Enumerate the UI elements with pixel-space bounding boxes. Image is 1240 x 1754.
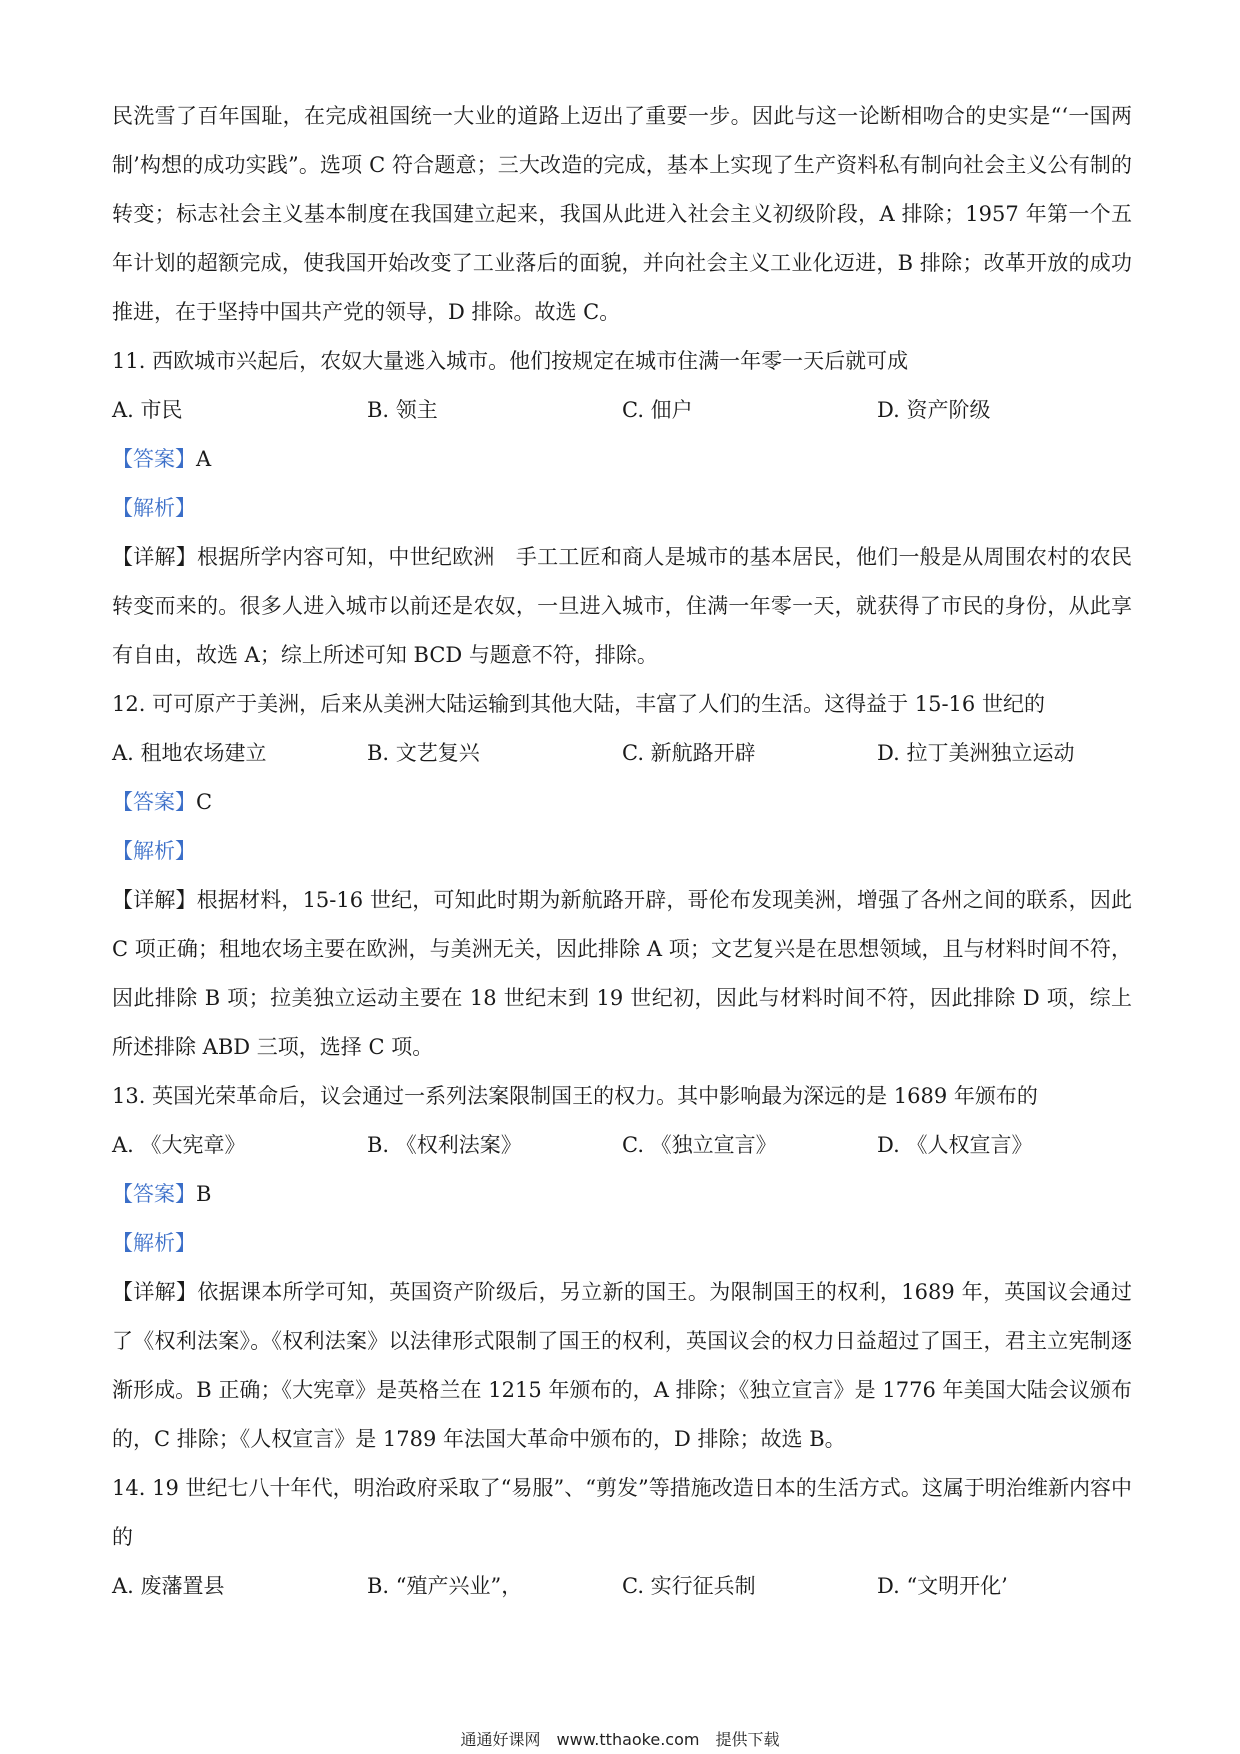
- q11-option-b: B. 领主: [367, 398, 438, 422]
- question-12-options: [112, 729, 1132, 778]
- q11-detail: [112, 533, 1132, 680]
- question-12-stem: 12. 可可原产于美洲，后来从美洲大陆运输到其他大陆，丰富了人们的生活。这得益于 15-16 世纪的: [112, 692, 1045, 716]
- q12-option-b: B. 文艺复兴: [367, 741, 480, 765]
- q11-option-c: C. 佃户: [622, 398, 693, 422]
- answer-value: B: [196, 1182, 212, 1206]
- analysis-tag: 【解析】: [112, 839, 196, 863]
- q11-answer: [112, 435, 1132, 484]
- q12-option-d: D. 拉丁美洲独立运动: [877, 741, 1075, 765]
- q11-analysis: [112, 484, 1132, 533]
- question-14-stem: 14. 19 世纪七八十年代，明治政府采取了“易服”、“剪发”等措施改造日本的生活方式。这属于明治维新内容中的: [112, 1476, 1132, 1549]
- q12-answer: [112, 778, 1132, 827]
- q13-analysis: [112, 1219, 1132, 1268]
- q11-option-d: D. 资产阶级: [877, 398, 991, 422]
- detail-text: 根据所学内容可知，中世纪欧洲 手工工匠和商人是城市的基本居民，他们一般是从周围农村的农民转变而来的。很多人进入城市以前还是农奴，一旦进入城市，住满一年零一天，就获得了市民的身份，从此享有自由，故选 A；综上所述可知 BCD 与题意不符，排除。: [112, 545, 1133, 667]
- answer-tag: 【答案】: [112, 790, 196, 814]
- previous-explanation-continued: 民洗雪了百年国耻，在完成祖国统一大业的道路上迈出了重要一步。因此与这一论断相吻合的史实是“‘一国两制’构想的成功实践”。选项 C 符合题意；三大改造的完成，基本上实现了生产资料私有制向社会主义公有制的转变；标志社会主义基本制度在我国建立起来，我国从此进入社会主义初级阶段，A 排除；1957 年第一个五年计划的超额完成，使我国开始改变了工业落后的面貌，并向社会主义工业化迈进，B 排除；改革开放的成功推进，在于坚持中国共产党的领导，D 排除。故选 C。: [112, 104, 1132, 324]
- q12-option-c: C. 新航路开辟: [622, 741, 756, 765]
- detail-tag: 【详解】: [112, 545, 198, 569]
- answer-tag: 【答案】: [112, 447, 196, 471]
- document-body: [112, 92, 1132, 1611]
- page-footer: 通通好课网 www.tthaoke.com 提供下载: [460, 1730, 780, 1749]
- detail-tag: 【详解】: [112, 1280, 198, 1304]
- q13-detail: [112, 1268, 1132, 1464]
- question-13-stem: 13. 英国光荣革命后，议会通过一系列法案限制国王的权力。其中影响最为深远的是 1689 年颁布的: [112, 1084, 1038, 1108]
- q13-option-c: C. 《独立宣言》: [622, 1133, 777, 1157]
- question-14-options: [112, 1562, 1132, 1611]
- answer-value: A: [196, 447, 212, 471]
- q12-detail: [112, 876, 1132, 1072]
- q12-option-a: A. 租地农场建立: [112, 741, 267, 765]
- q14-option-c: C. 实行征兵制: [622, 1574, 756, 1598]
- q14-option-a: A. 废藩置县: [112, 1574, 225, 1598]
- q14-option-d: D. “文明开化’: [877, 1574, 1008, 1598]
- answer-tag: 【答案】: [112, 1182, 196, 1206]
- q11-option-a: A. 市民: [112, 398, 183, 422]
- question-11-stem: 11. 西欧城市兴起后，农奴大量逃入城市。他们按规定在城市住满一年零一天后就可成: [112, 349, 909, 373]
- q13-option-a: A. 《大宪章》: [112, 1133, 246, 1157]
- answer-value: C: [196, 790, 213, 814]
- question-13-options: [112, 1121, 1132, 1170]
- q14-option-b: B. “殖产兴业”，: [367, 1574, 523, 1598]
- detail-text: 依据课本所学可知，英国资产阶级后，另立新的国王。为限制国王的权利，1689 年，英国议会通过了《权利法案》。《权利法案》以法律形式限制了国王的权利，英国议会的权力日益超过了国王，君主立宪制逐渐形成。B 正确；《大宪章》是英格兰在 1215 年颁布的，A 排除；《独立宣言》是 1776 年美国大陆会议颁布的，C 排除；《人权宣言》是 1789 年法国大革命中颁布的，D 排除；故选 B。: [112, 1280, 1132, 1451]
- detail-text: 根据材料，15-16 世纪，可知此时期为新航路开辟，哥伦布发现美洲，增强了各州之间的联系，因此 C 项正确；租地农场主要在欧洲，与美洲无关，因此排除 A 项；文艺复兴是在思想领域，且与材料时间不符，因此排除 B 项；拉美独立运动主要在 18 世纪末到 19 世纪初，因此与材料时间不符，因此排除 D 项，综上所述排除 ABD 三项，选择 C 项。: [112, 888, 1133, 1059]
- q13-option-b: B. 《权利法案》: [367, 1133, 522, 1157]
- q13-answer: [112, 1170, 1132, 1219]
- analysis-tag: 【解析】: [112, 1231, 196, 1255]
- q12-analysis: [112, 827, 1132, 876]
- analysis-tag: 【解析】: [112, 496, 196, 520]
- question-11-options: [112, 386, 1132, 435]
- q13-option-d: D. 《人权宣言》: [877, 1133, 1033, 1157]
- detail-tag: 【详解】: [112, 888, 197, 912]
